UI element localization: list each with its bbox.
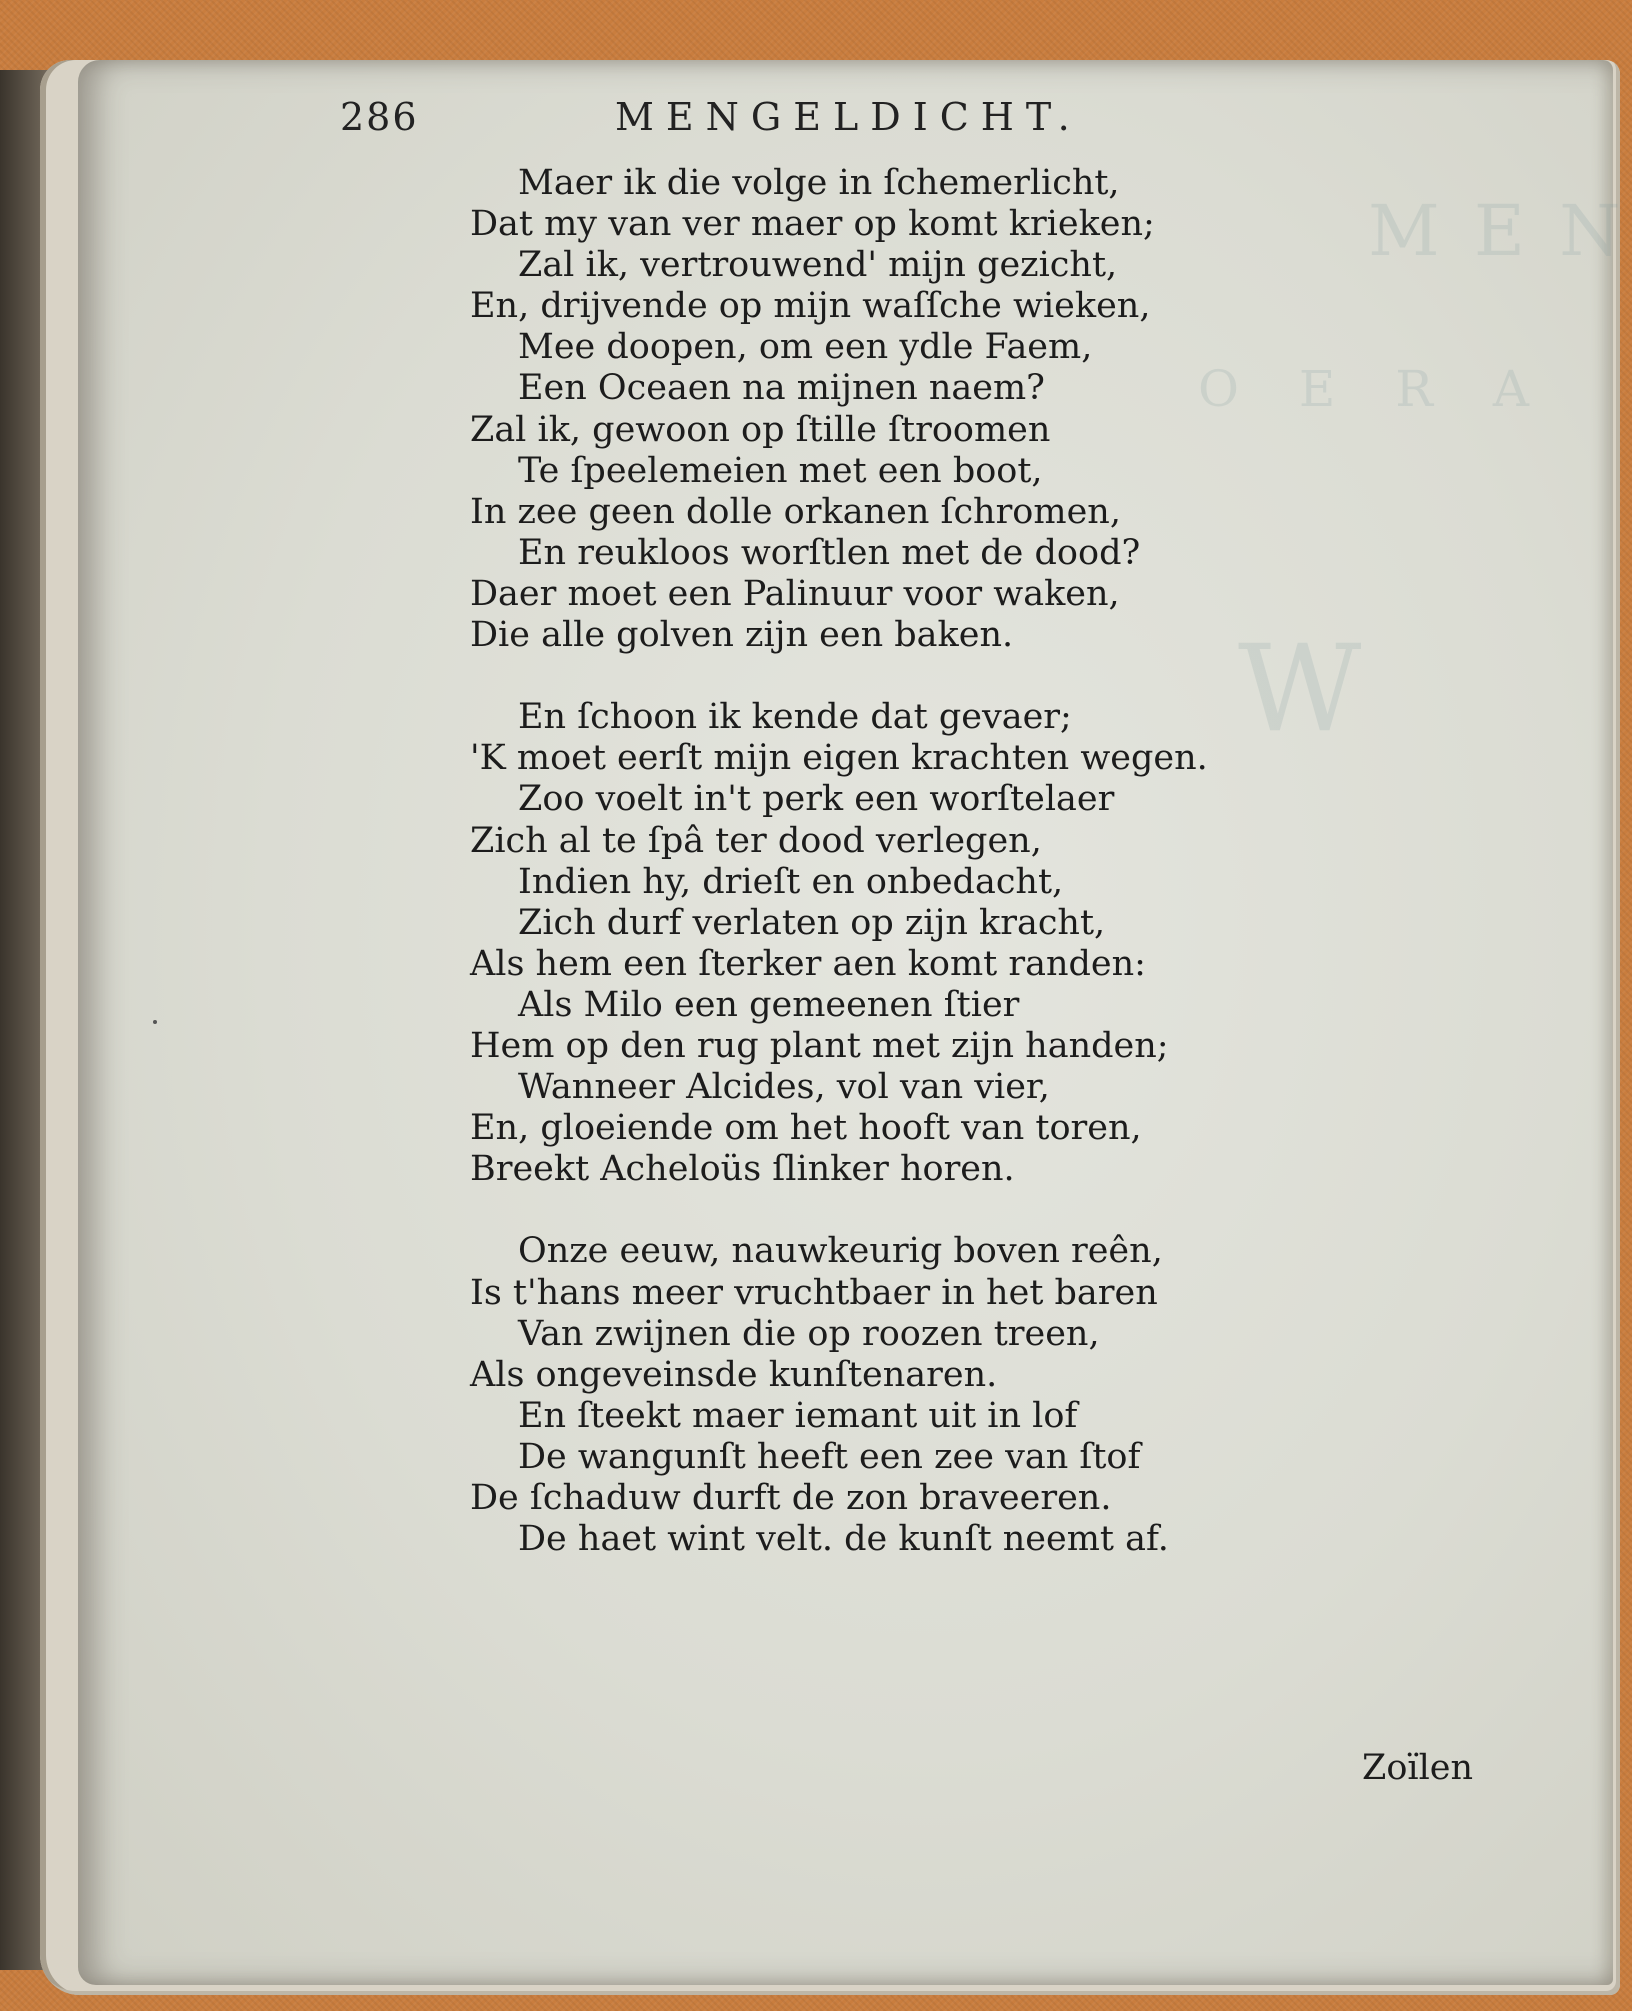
poem-line: Zich durf verlaten op zijn kracht,: [518, 902, 1106, 943]
poem-line: Mee doopen, om een ydle Faem,: [518, 327, 1093, 368]
poem-line: En, gloeiende om het hooft van toren,: [470, 1108, 1142, 1149]
poem-line: Van zwijnen die op roozen treen,: [518, 1313, 1100, 1354]
poem-line: De haet wint velt. de kunſt neemt af.: [518, 1519, 1169, 1560]
poem-line: En ſteekt maer iemant uit in lof: [518, 1395, 1078, 1436]
poem-line: Indien hy, drieſt en onbedacht,: [518, 861, 1064, 902]
running-head: [340, 95, 1260, 155]
poem-line: De ſchaduw durft de zon braveeren.: [470, 1478, 1112, 1518]
poem-line: Hem op den rug plant met zijn handen;: [470, 1025, 1169, 1066]
show-through-3: W: [1238, 620, 1362, 759]
poem-line: De wangunſt heeft een zee van ſtof: [518, 1436, 1141, 1477]
poem-line: Als ongeveinsde kunſtenaren.: [470, 1354, 998, 1395]
poem-line: Wanneer Alcides, vol van vier,: [518, 1067, 1050, 1108]
poem-line: En, drijvende op mijn waſſche wieken,: [470, 286, 1151, 327]
show-through-2: O E R A: [1198, 360, 1551, 418]
poem-line: Is t'hans meer vruchtbaer in het baren: [470, 1272, 1158, 1313]
poem-line: Maer ik die volge in ſchemerlicht,: [518, 163, 1120, 203]
poem-line: Dat my van ver maer op komt krieken;: [470, 204, 1155, 245]
page-number: 286: [340, 95, 419, 139]
poem-text: [470, 163, 1370, 1560]
poem-line: Daer moet een Palinuur voor waken,: [470, 573, 1120, 614]
poem-line: En ſchoon ik kende dat gevaer;: [518, 697, 1072, 738]
poem-line: Zal ik, vertrouwend' mijn gezicht,: [518, 245, 1118, 286]
poem-line: En reukloos worſtlen met de dood?: [518, 532, 1141, 573]
poem-line: Onze eeuw, nauwkeurig boven reên,: [518, 1231, 1163, 1272]
poem-line: Die alle golven zijn een baken.: [470, 615, 1014, 656]
poem-line: Te ſpeelemeien met een boot,: [518, 450, 1043, 491]
catchword: Zoïlen: [1362, 1748, 1474, 1788]
poem-line: 'K moet eerſt mijn eigen krachten wegen.: [470, 738, 1208, 779]
poem-line: Zoo voelt in't perk een worſtelaer: [518, 779, 1115, 820]
show-through-1: M E N: [1368, 190, 1627, 272]
poem-line: Als hem een ſterker aen komt randen:: [470, 943, 1146, 984]
stanza-gap: [470, 1190, 1370, 1231]
poem-line: Breekt Acheloüs ſlinker horen.: [470, 1149, 1015, 1190]
poem-line: Zich al te ſpâ ter dood verlegen,: [470, 820, 1042, 861]
poem-line: Als Milo een gemeenen ſtier: [518, 984, 1020, 1025]
page-speck: [153, 1020, 157, 1024]
poem-line: Een Oceaen na mijnen naem?: [518, 368, 1045, 409]
stanza-gap: [470, 656, 1370, 697]
running-title: MENGELDICHT.: [615, 95, 1082, 139]
poem-line: Zal ik, gewoon op ſtille ſtroomen: [470, 409, 1051, 450]
poem-line: In zee geen dolle orkanen ſchromen,: [470, 491, 1121, 532]
